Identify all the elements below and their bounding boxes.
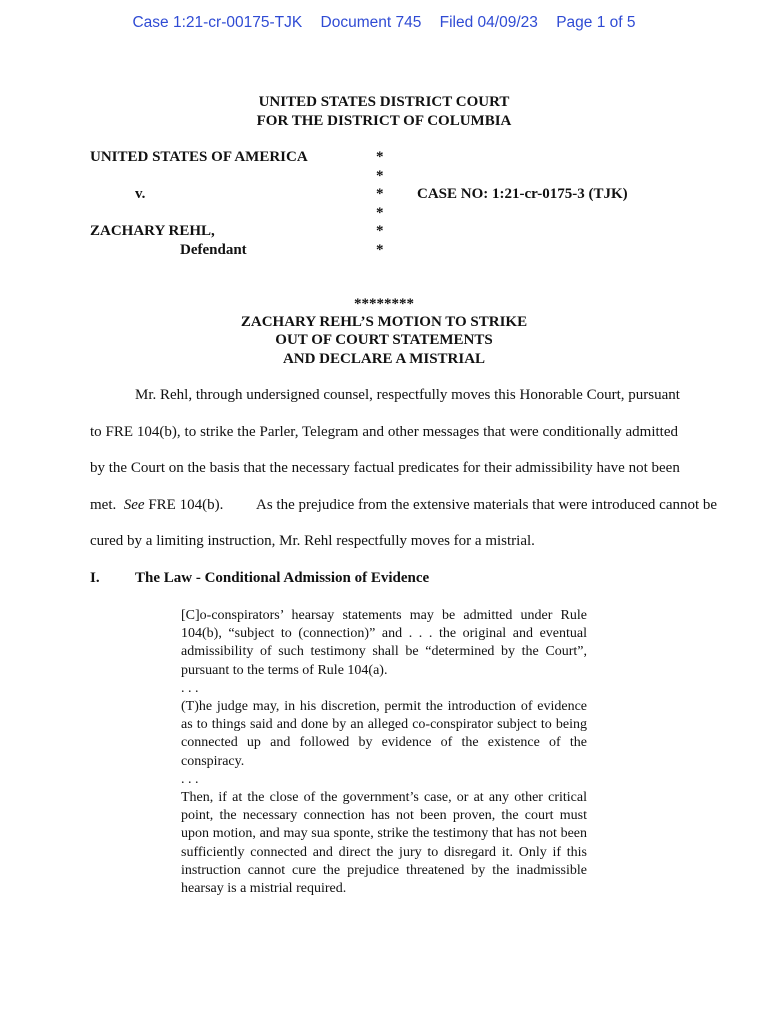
court-name-line1: UNITED STATES DISTRICT COURT	[258, 94, 510, 110]
body-line: to FRE 104(b), to strike the Parler, Telegram and other messages that were conditionally admitted	[90, 424, 678, 440]
caption-asterisk: *	[376, 205, 384, 221]
body-line: Mr. Rehl, through undersigned counsel, respectfully moves this Honorable Court, pursuant	[135, 387, 680, 403]
quote-paragraph: [C]o-conspirators’ hearsay statements may be admitted under Rule 104(b), “subject to (connection)” and . . . the original and eventual admissibility of such testimony shall be “determined by the Court”, pursuant to the terms of Rule 104(a).	[181, 608, 587, 678]
rule-citation: FRE 104(b).	[148, 497, 224, 513]
section-number: I.	[90, 570, 100, 586]
quote-paragraph: Then, if at the close of the government’s case, or at any other critical point, the necessary connection has not been proven, the court must upon motion, and may sua sponte, strike the testimony that has not been sufficiently connected and direct the jury to disregard it. Only if this instruction cannot cure the prejudice threatened by the inadmissible hearsay is a mistrial required.	[181, 790, 587, 897]
caption-asterisk: *	[376, 242, 384, 258]
defendant-role: Defendant	[180, 242, 247, 258]
motion-title-line3: AND DECLARE A MISTRIAL	[282, 351, 486, 367]
body-line: by the Court on the basis that the necessary factual predicates for their admissibility have not been	[90, 460, 680, 476]
versus-label: v.	[135, 186, 146, 202]
caption-asterisk: *	[376, 149, 384, 165]
quote-ellipsis: . . .	[181, 771, 199, 787]
plaintiff-name: UNITED STATES OF AMERICA	[90, 149, 308, 165]
caption-asterisk: *	[376, 223, 384, 239]
body-line: As the prejudice from the extensive materials that were introduced cannot be	[256, 497, 718, 513]
case-number: CASE NO: 1:21-cr-0175-3 (TJK)	[417, 186, 628, 202]
motion-title-line1: ZACHARY REHL’S MOTION TO STRIKE	[240, 314, 528, 330]
caption-asterisk: *	[376, 186, 384, 202]
body-line: cured by a limiting instruction, Mr. Rehl respectfully moves for a mistrial.	[90, 533, 535, 549]
see-signal: See	[123, 497, 145, 513]
title-stars: ********	[354, 296, 414, 312]
met-text: met.	[90, 497, 117, 513]
case-number-header: Case 1:21-cr-00175-TJK	[132, 14, 303, 31]
section-heading: The Law - Conditional Admission of Evidence	[135, 570, 430, 586]
caption-asterisk: *	[376, 168, 384, 184]
quote-ellipsis: . . .	[181, 680, 199, 696]
page-number-header: Page 1 of 5	[556, 14, 636, 31]
defendant-name: ZACHARY REHL,	[90, 223, 215, 239]
court-name-line2: FOR THE DISTRICT OF COLUMBIA	[256, 113, 512, 129]
ecf-header	[0, 14, 768, 32]
filed-date-header: Filed 04/09/23	[439, 14, 538, 31]
document-number-header: Document 745	[320, 14, 422, 31]
motion-title-line2: OUT OF COURT STATEMENTS	[275, 332, 493, 348]
block-quote	[181, 607, 587, 898]
quote-paragraph: (T)he judge may, in his discretion, permit the introduction of evidence as to things said and done by an alleged co-conspirator subject to being connected up and followed by evidence of the existence of the conspiracy.	[181, 699, 587, 769]
body-line-citation	[90, 497, 223, 514]
